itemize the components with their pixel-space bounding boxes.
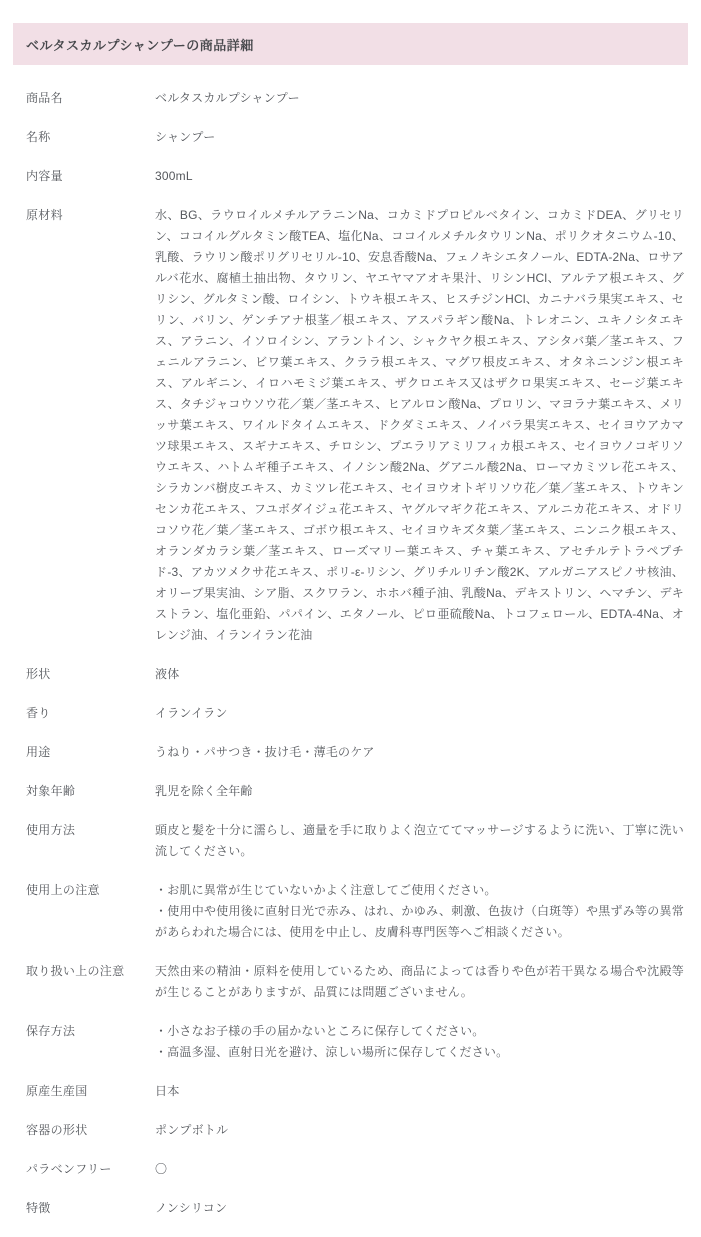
row-label: 内容量	[26, 169, 63, 183]
row-value	[155, 1198, 684, 1219]
section-title-bar	[13, 23, 688, 65]
row-value-line: ・小さなお子様の手の届かないところに保存してください。	[155, 1024, 485, 1038]
row-label: 保存方法	[26, 1024, 76, 1038]
table-row	[26, 880, 684, 943]
table-row	[26, 127, 684, 148]
table-row	[26, 1021, 684, 1063]
row-label: 特徴	[26, 1201, 51, 1215]
row-label: 対象年齢	[26, 784, 76, 798]
row-value-line: ベルタスカルプシャンプー	[155, 91, 300, 105]
product-detail-page	[0, 23, 701, 1219]
row-label: 形状	[26, 667, 51, 681]
row-label: 原材料	[26, 208, 63, 222]
product-detail-table	[26, 88, 684, 1219]
row-value	[155, 127, 684, 148]
row-value	[155, 1081, 684, 1102]
row-value	[155, 88, 684, 109]
row-label: 使用方法	[26, 823, 76, 837]
row-value	[155, 742, 684, 763]
row-value-line: 水、BG、ラウロイルメチルアラニンNa、コカミドプロピルベタイン、コカミドDEA、グリセリン、ココイルグルタミン酸TEA、塩化Na、ココイルメチルタウリンNa、ポリクオタニウム-10、乳酸、ラウリン酸ポリグリセリル-10、安息香酸Na、フェノキシエタノール、EDTA-2Na、ロサアルバ花水、腐植土抽出物、タウリン、ヤエヤマアオキ果汁、リシンHCl、アルテア根エキス、グリシン、グルタミン酸、ロイシン、トウキ根エキス、ヒスチジンHCl、カニナバラ果実エキス、セリン、バリン、ゲンチアナ根茎／根エキス、アスパラギン酸Na、トレオニン、ユキノシタエキス、アラニン、イソロイシン、アラントイン、シャクヤク根エキス、アシタバ葉／茎エキス、フェニルアラニン、ビワ葉エキス、クララ根エキス、マグワ根皮エキス、オタネニンジン根エキス、アルギニン、イロハモミジ葉エキス、ザクロエキス又はザクロ果実エキス、セージ葉エキス、タチジャコウソウ花／葉／茎エキス、ヒアルロン酸Na、プロリン、マヨラナ葉エキス、メリッサ葉エキス、ワイルドタイムエキス、ドクダミエキス、ノイバラ果実エキス、セイヨウアカマツ球果エキス、スギナエキス、チロシン、プエラリアミリフィカ根エキス、セイヨウノコギリソウエキス、ハトムギ種子エキス、イノシン酸2Na、グアニル酸2Na、ローマカミツレ花エキス、シラカンバ樹皮エキス、カミツレ花エキス、セイヨウオトギリソウ花／葉／茎エキス、トウキンセンカ花エキス、フユボダイジュ花エキス、ヤグルマギク花エキス、アルニカ花エキス、オドリコソウ花／葉／茎エキス、ゴボウ根エキス、セイヨウキズタ葉／茎エキス、ニンニク根エキス、オランダカラシ葉／茎エキス、ローズマリー葉エキス、チャ葉エキス、アセチルテトラペプチド-3、アカツメクサ花エキス、ポリ-ε-リシン、グリチルリチン酸2K、アルガニアスピノサ核油、オリーブ果実油、シア脂、スクワラン、ホホバ種子油、乳酸Na、デキストリン、ヘマチン、デキストラン、塩化亜鉛、パパイン、エタノール、ピロ亜硫酸Na、トコフェロール、EDTA-4Na、オレンジ油、イランイラン花油	[155, 208, 684, 642]
row-value-line: ・高温多湿、直射日光を避け、涼しい場所に保存してください。	[155, 1045, 509, 1059]
row-label: 用途	[26, 745, 51, 759]
row-value	[155, 1159, 684, 1180]
table-row	[26, 1120, 684, 1141]
row-value-line: ・お肌に異常が生じていないかよく注意してご使用ください。	[155, 883, 497, 897]
row-value	[155, 166, 684, 187]
table-row	[26, 781, 684, 802]
row-value-line: イランイラン	[155, 706, 228, 720]
row-value-line: 液体	[155, 667, 180, 681]
row-value	[155, 880, 684, 943]
row-value-line: うねり・パサつき・抜け毛・薄毛のケア	[155, 745, 375, 759]
table-row	[26, 820, 684, 862]
row-label: パラベンフリー	[26, 1162, 112, 1176]
row-value-line: 〇	[155, 1162, 168, 1176]
table-row	[26, 205, 684, 646]
row-value-line: シャンプー	[155, 130, 216, 144]
row-value-line: 頭皮と髪を十分に濡らし、適量を手に取りよく泡立ててマッサージするように洗い、丁寧に洗い流してください。	[155, 823, 684, 858]
row-value	[155, 781, 684, 802]
row-label: 使用上の注意	[26, 883, 100, 897]
table-row	[26, 1159, 684, 1180]
row-value	[155, 205, 684, 646]
row-label: 容器の形状	[26, 1123, 88, 1137]
table-row	[26, 166, 684, 187]
row-value	[155, 664, 684, 685]
row-value-line: 天然由来の精油・原料を使用しているため、商品によっては香りや色が若干異なる場合や沈殿等が生じることがありますが、品質には問題ございません。	[155, 964, 684, 999]
row-value-line: ・使用中や使用後に直射日光で赤み、はれ、かゆみ、刺激、色抜け（白斑等）や黒ずみ等の異常があらわれた場合には、使用を中止し、皮膚科専門医等へご相談ください。	[155, 904, 684, 939]
row-value	[155, 1120, 684, 1141]
table-row	[26, 88, 684, 109]
row-value	[155, 703, 684, 724]
row-value-line: 日本	[155, 1084, 180, 1098]
row-value	[155, 1021, 684, 1063]
row-label: 原産生産国	[26, 1084, 88, 1098]
row-label: 商品名	[26, 91, 63, 105]
table-row	[26, 1198, 684, 1219]
row-value	[155, 820, 684, 862]
row-label: 取り扱い上の注意	[26, 964, 125, 978]
row-value	[155, 961, 684, 1003]
row-label: 名称	[26, 130, 51, 144]
row-value-line: 乳児を除く全年齢	[155, 784, 253, 798]
table-row	[26, 664, 684, 685]
row-value-line: ノンシリコン	[155, 1201, 228, 1215]
table-row	[26, 742, 684, 763]
row-value-line: ポンプボトル	[155, 1123, 229, 1137]
table-row	[26, 1081, 684, 1102]
table-row	[26, 703, 684, 724]
row-label: 香り	[26, 706, 51, 720]
section-title: ベルタスカルプシャンプーの商品詳細	[26, 37, 254, 53]
row-value-line: 300mL	[155, 169, 193, 183]
table-row	[26, 961, 684, 1003]
